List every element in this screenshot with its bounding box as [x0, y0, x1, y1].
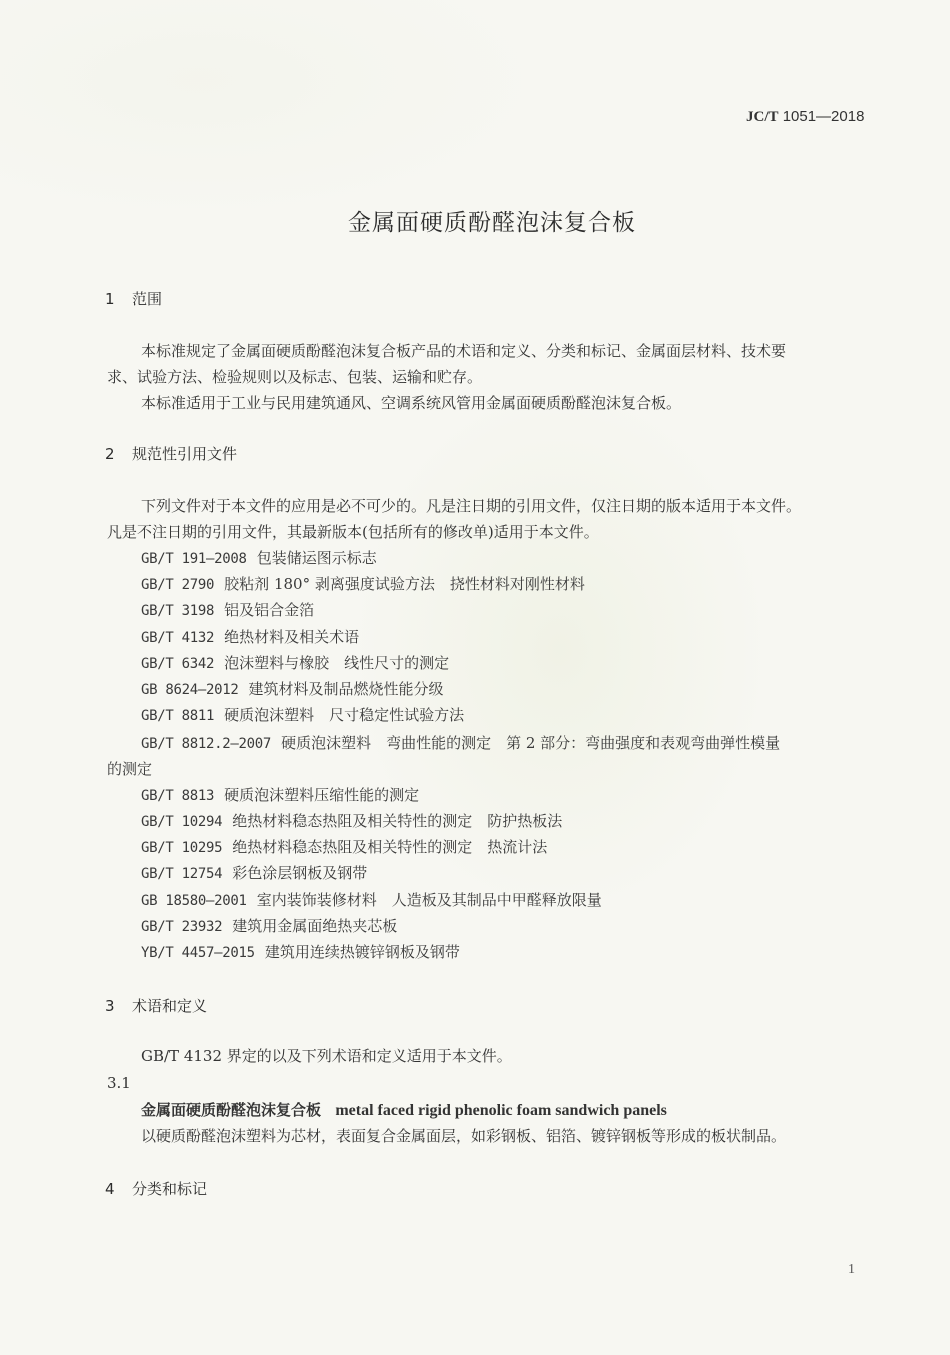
term-number: 3.1	[107, 1074, 131, 1092]
paragraph: 凡是不注日期的引用文件，其最新版本(包括所有的修改单)适用于本文件。	[107, 523, 599, 541]
section-2-heading	[105, 443, 237, 464]
section-4-heading	[105, 1178, 207, 1199]
reference-code: GB/T 6342	[141, 656, 215, 672]
section-number: 4	[105, 1180, 115, 1198]
reference-title: 彩色涂层钢板及钢带	[232, 864, 368, 882]
reference-title: 建筑用连续热镀锌钢板及钢带	[264, 943, 460, 961]
reference-code: GB/T 2790	[141, 577, 215, 593]
reference-code: GB 8624—2012	[141, 682, 239, 698]
paragraph: GB/T 4132 界定的以及下列术语和定义适用于本文件。	[141, 1047, 512, 1065]
reference-code: GB/T 8812.2—2007	[141, 736, 272, 752]
reference-item	[141, 599, 314, 620]
standard-number: 1051—2018	[782, 108, 865, 125]
reference-title: 泡沫塑料与橡胶 线性尺寸的测定	[224, 654, 450, 672]
reference-item	[141, 547, 377, 568]
reference-title: 室内装饰装修材料 人造板及其制品中甲醛释放限量	[256, 891, 602, 909]
section-title: 分类和标记	[132, 1180, 208, 1198]
reference-title: 建筑材料及制品燃烧性能分级	[248, 680, 444, 698]
document-title: 金属面硬质酚醛泡沫复合板	[348, 210, 636, 236]
page-number: 1	[848, 1262, 855, 1277]
section-1-heading	[105, 288, 162, 309]
term-english: metal faced rigid phenolic foam sandwich panels	[335, 1102, 667, 1119]
section-number: 1	[105, 290, 115, 308]
reference-item	[141, 732, 780, 753]
reference-item	[141, 889, 602, 910]
reference-item	[141, 652, 449, 673]
paragraph: 本标准适用于工业与民用建筑通风、空调系统风管用金属面硬质酚醛泡沫复合板。	[141, 394, 682, 412]
reference-code: GB/T 3198	[141, 603, 215, 619]
reference-item	[141, 784, 419, 805]
reference-title: 硬质泡沫塑料 弯曲性能的测定 第 2 部分：弯曲强度和表观弯曲弹性模量	[281, 734, 781, 752]
section-number: 3	[105, 997, 115, 1015]
reference-code: YB/T 4457—2015	[141, 945, 255, 961]
section-3-heading	[105, 995, 207, 1016]
section-title: 范围	[132, 290, 163, 308]
reference-item	[141, 573, 585, 594]
reference-title: 铝及铝合金箔	[224, 601, 315, 619]
reference-title: 硬质泡沫塑料压缩性能的测定	[224, 786, 420, 804]
reference-item	[141, 862, 367, 883]
reference-item	[141, 941, 460, 962]
reference-item	[141, 810, 562, 831]
reference-title: 绝热材料稳态热阻及相关特性的测定 热流计法	[232, 838, 548, 856]
reference-title: 绝热材料稳态热阻及相关特性的测定 防护热板法	[232, 812, 563, 830]
paragraph: 本标准规定了金属面硬质酚醛泡沫复合板产品的术语和定义、分类和标记、金属面层材料、技术要	[141, 342, 787, 360]
reference-code: GB/T 10295	[141, 840, 223, 856]
reference-title: 包装储运图示标志	[256, 549, 377, 567]
reference-title: 硬质泡沫塑料 尺寸稳定性试验方法	[224, 706, 465, 724]
reference-item	[141, 626, 359, 647]
section-title: 术语和定义	[132, 997, 208, 1015]
reference-code: GB/T 12754	[141, 866, 223, 882]
reference-item	[141, 915, 397, 936]
term-definition: 以硬质酚醛泡沫塑料为芯材，表面复合金属面层，如彩钢板、铝箔、镀锌钢板等形成的板状制品。	[141, 1127, 787, 1145]
reference-title: 建筑用金属面绝热夹芯板	[232, 917, 398, 935]
reference-code: GB/T 23932	[141, 919, 223, 935]
section-number: 2	[105, 445, 115, 463]
reference-title: 胶粘剂 180° 剥离强度试验方法 挠性材料对刚性材料	[224, 575, 585, 593]
term-entry	[141, 1097, 667, 1124]
term-chinese: 金属面硬质酚醛泡沫复合板	[141, 1101, 322, 1119]
reference-code: GB/T 4132	[141, 630, 215, 646]
paragraph: 求、试验方法、检验规则以及标志、包装、运输和贮存。	[107, 368, 483, 386]
standard-code	[746, 108, 864, 126]
reference-code: GB/T 8811	[141, 708, 215, 724]
reference-item	[141, 836, 547, 857]
paragraph: 下列文件对于本文件的应用是必不可少的。凡是注日期的引用文件，仅注日期的版本适用于本文件。	[141, 497, 802, 515]
reference-item	[141, 704, 464, 725]
reference-title: 绝热材料及相关术语	[224, 628, 360, 646]
reference-continuation: 的测定	[107, 760, 153, 778]
standard-prefix: JC/T	[746, 109, 779, 125]
reference-code: GB/T 10294	[141, 814, 223, 830]
reference-code: GB 18580—2001	[141, 893, 247, 909]
section-title: 规范性引用文件	[132, 445, 238, 463]
reference-item	[141, 678, 444, 699]
reference-code: GB/T 8813	[141, 788, 215, 804]
reference-code: GB/T 191—2008	[141, 551, 247, 567]
